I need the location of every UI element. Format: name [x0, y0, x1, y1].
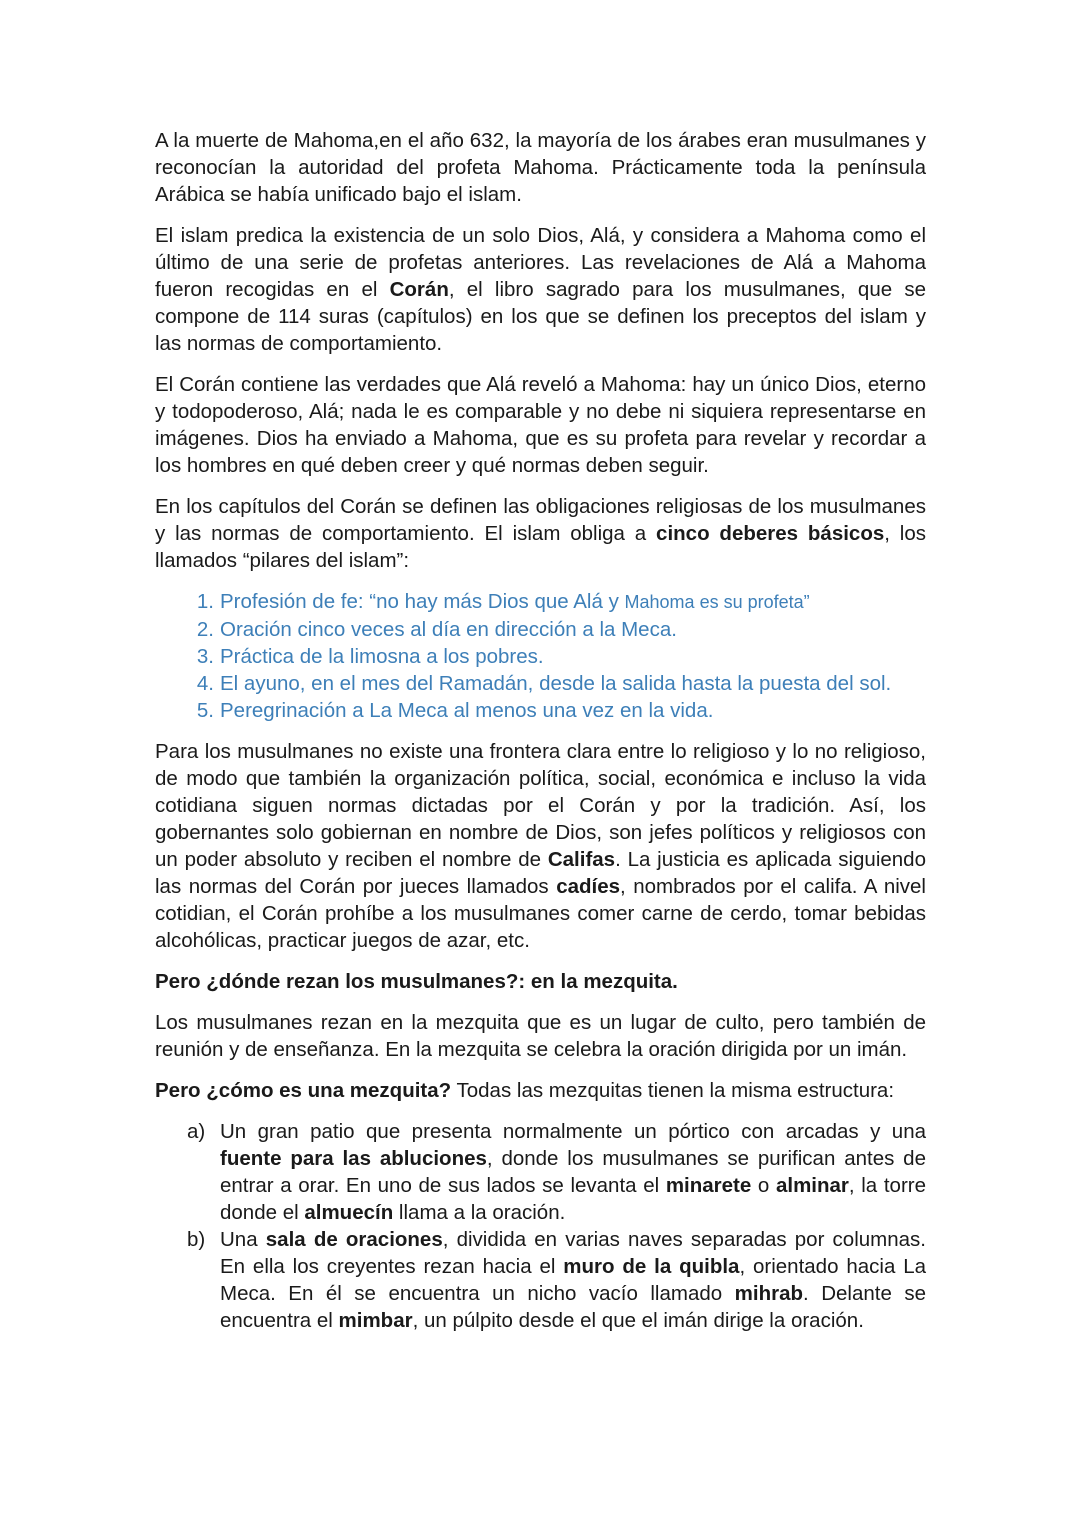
paragraph-religion-and-politics	[155, 738, 926, 954]
list-text: Un gran patio que presenta normalmente un pórtico con arcadas y una	[220, 1120, 926, 1143]
paragraph-text: Los musulmanes rezan en la mezquita que es un lugar de culto, pero también de reunión y de enseñanza. En la mezquita se celebra la oración dirigida por un imán.	[155, 1011, 926, 1061]
list-number: 1.	[196, 590, 214, 613]
term-mihrab: mihrab	[734, 1282, 804, 1305]
paragraph-text: Para los musulmanes no existe una frontera clara entre lo religioso y lo no religioso, de modo que también la organización política, social, económica e incluso la vida cotidiana siguen normas dictadas por el Corán y por la tradición. Así, los gobernantes solo gobiernan en nombre de Dios, son jefes políticos y religiosos con un poder absoluto y reciben el nombre de	[155, 740, 926, 871]
term-fuente: fuente para las abluciones	[220, 1147, 487, 1170]
list-letter: a)	[187, 1120, 206, 1143]
list-text: llama a la oración.	[393, 1201, 566, 1224]
paragraph-mosque	[155, 1009, 926, 1063]
list-item	[196, 616, 926, 643]
paragraph-text: Todas las mezquitas tienen la misma estructura:	[451, 1079, 895, 1102]
mosque-parts-list	[155, 1118, 926, 1334]
list-letter: b)	[187, 1228, 206, 1251]
term-muro-quibla: muro de la quibla	[563, 1255, 740, 1278]
list-text: Peregrinación a La Meca al menos una vez en la vida.	[220, 699, 714, 722]
paragraph-islam-definition	[155, 222, 926, 357]
list-text: El ayuno, en el mes del Ramadán, desde la salida hasta la puesta del sol.	[220, 672, 892, 695]
paragraph-text: , nombrados por el califa. A nivel cotidian, el Corán prohíbe a los musulmanes comer carne de cerdo, tomar bebidas alcohólicas, practicar juegos de azar, etc.	[155, 875, 926, 952]
list-text: Oración cinco veces al día en dirección a la Meca.	[220, 618, 677, 641]
document-page	[155, 127, 926, 1334]
list-number: 5.	[196, 699, 214, 722]
list-number: 3.	[196, 645, 214, 668]
list-text: , dividida en varias naves separadas por columnas. En ella los creyentes rezan hacia el	[220, 1228, 926, 1278]
list-number: 2.	[196, 618, 214, 641]
list-item	[196, 697, 926, 724]
list-item	[187, 1118, 927, 1226]
list-text: Una	[220, 1228, 266, 1251]
list-text-small: Mahoma es su profeta”	[624, 592, 810, 612]
list-text: , donde los musulmanes se purifican antes de entrar a orar. En uno de sus lados se levanta el	[220, 1147, 926, 1197]
paragraph-text: , el libro sagrado para los musulmanes, que se compone de 114 suras (capítulos) en los que se definen los preceptos del islam y las normas de comportamiento.	[155, 278, 926, 355]
term-almuecin: almuecín	[304, 1201, 394, 1224]
term-minarete: minarete	[665, 1174, 752, 1197]
question-where-pray: Pero ¿dónde rezan los musulmanes?: en la mezquita.	[155, 970, 678, 993]
term-mimbar: mimbar	[338, 1309, 413, 1332]
question-what-mosque: Pero ¿cómo es una mezquita?	[155, 1079, 452, 1102]
list-item	[196, 670, 926, 697]
term-sala-oraciones: sala de oraciones	[265, 1228, 443, 1251]
paragraph-mosque-structure	[155, 1077, 926, 1104]
paragraph-text: , los llamados “pilares del islam”:	[155, 522, 926, 572]
list-number: 4.	[196, 672, 214, 695]
term-cadies: cadíes	[556, 875, 621, 898]
list-text: , un púlpito desde el que el imán dirige la oración.	[412, 1309, 864, 1332]
list-text: , la torre donde el	[220, 1174, 927, 1224]
paragraph-text: En los capítulos del Corán se definen las obligaciones religiosas de los musulmanes y las normas de comportamiento. El islam obliga a	[155, 495, 926, 545]
list-item	[196, 588, 926, 616]
paragraph-text: El Corán contiene las verdades que Alá reveló a Mahoma: hay un único Dios, eterno y todopoderoso, Alá; nada le es comparable y no debe ni siquiera representarse en imágenes. Dios ha enviado a Mahoma, que es su profeta para revelar y recordar a los hombres en qué deben creer y qué normas deben seguir.	[155, 373, 926, 477]
pillars-list	[155, 588, 926, 724]
term-califas: Califas	[547, 848, 616, 871]
list-item	[196, 643, 926, 670]
list-text: Práctica de la limosna a los pobres.	[220, 645, 544, 668]
paragraph-text: El islam predica la existencia de un solo Dios, Alá, y considera a Mahoma como el último de una serie de profetas anteriores. Las revelaciones de Alá a Mahoma fueron recogidas en el	[155, 224, 926, 301]
paragraph-text: A la muerte de Mahoma,en el año 632, la mayoría de los árabes eran musulmanes y reconocían la autoridad del profeta Mahoma. Prácticamente toda la península Arábica se había unificado bajo el islam.	[155, 129, 926, 206]
list-text: . Delante se encuentra el	[220, 1282, 926, 1332]
paragraph-text: . La justicia es aplicada siguiendo las normas del Corán por jueces llamados	[155, 848, 926, 898]
term-alminar: alminar	[775, 1174, 849, 1197]
list-text: Profesión de fe: “no hay más Dios que Alá y	[220, 590, 625, 613]
list-text: o	[751, 1174, 776, 1197]
list-item	[187, 1226, 926, 1334]
paragraph-death-of-muhammad	[155, 127, 926, 208]
paragraph-coran-content	[155, 371, 926, 479]
term-cinco-deberes: cinco deberes básicos	[656, 522, 885, 545]
list-text: , orientado hacia La Meca. En él se encuentra un nicho vacío llamado	[220, 1255, 926, 1305]
paragraph-obligations	[155, 493, 926, 574]
term-coran: Corán	[389, 278, 449, 301]
